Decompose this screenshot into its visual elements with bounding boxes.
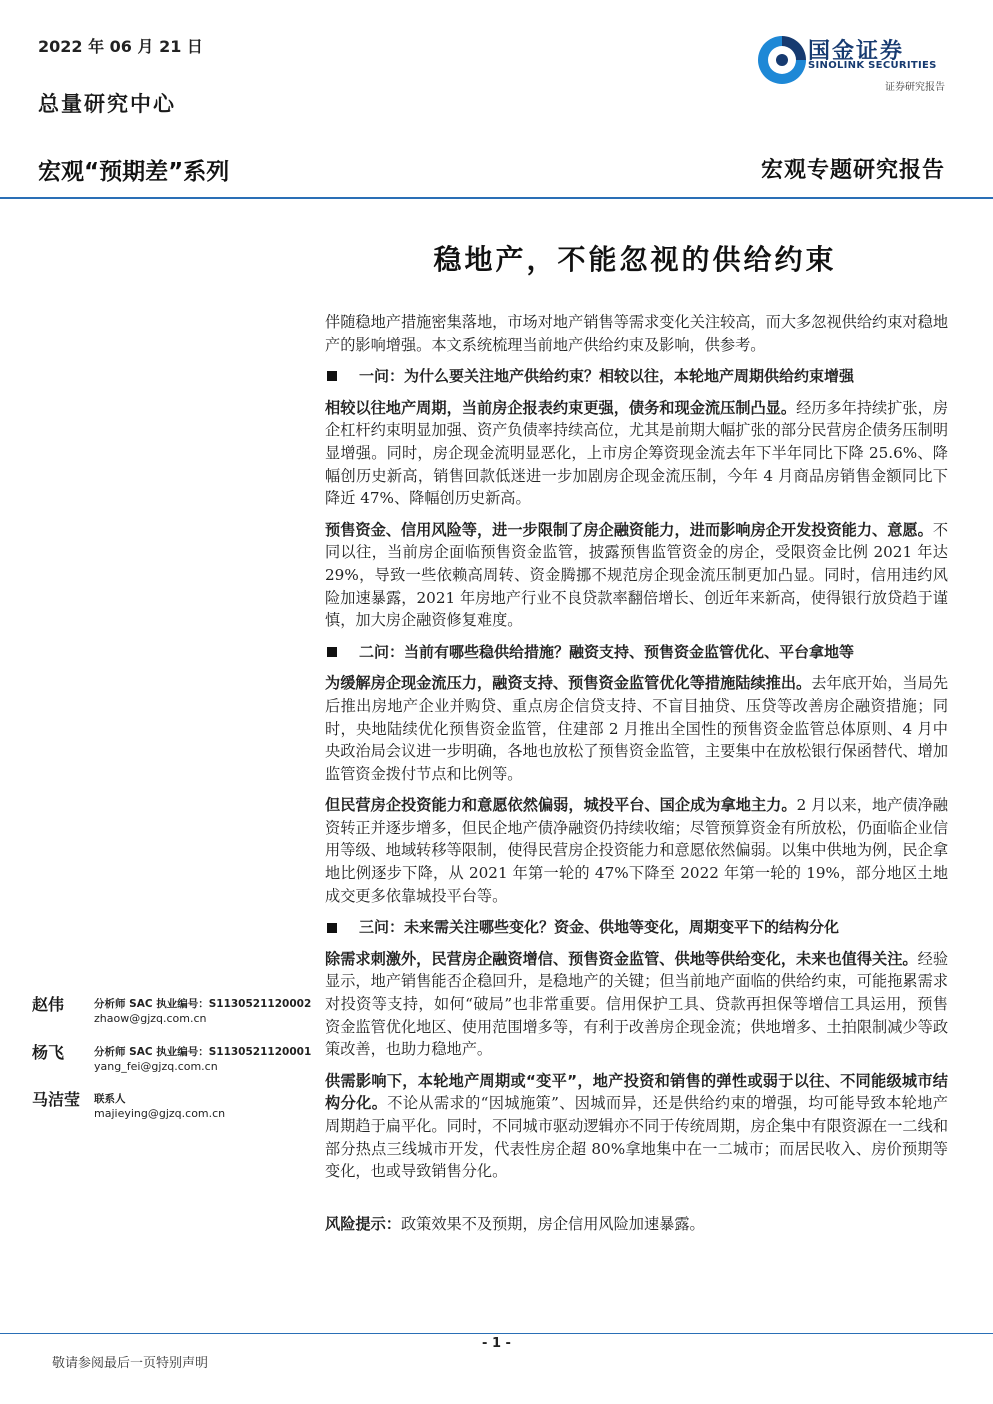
risk-label: 风险提示： [325,1214,401,1233]
analyst-email[interactable]: yang_fei@gjzq.com.cn [94,1060,218,1073]
page-number: - 1 - [482,1336,511,1351]
bullet-square-icon [327,923,337,933]
logo-english-name: SINOLINK SECURITIES [808,60,937,71]
analyst-role: 联系人 [94,1093,126,1105]
research-center-name: 总量研究中心 [38,91,176,116]
question-heading-text: 三问：未来需关注哪些变化？资金、供地等变化，周期变平下的结构分化 [359,918,840,937]
paragraph-text: 经验显示，地产销售能否企稳回升，是稳地产的关键；但当前地产面临的供给约束，可能拖累需求对投资等支持，如何“破局”也非常重要。信用保护工具、贷款再担保等增信工具运用，预售资金监管优化地区、使用范围增多等，有利于改善房企现金流；供地增多、土拍限制减少等政策改善，也助力稳地产。 [325,949,949,1059]
footer-disclaimer: 敬请参阅最后一页特别声明 [52,1356,209,1371]
company-logo-icon [752,30,812,90]
report-date: 2022 年 06 月 21 日 [38,37,203,56]
bullet-square-icon [327,647,337,657]
paragraph-lead: 除需求刺激外，民营房企融资增信、预售资金监管、供地等供给变化，未来也值得关注。 [325,949,918,968]
paragraph-lead: 为缓解房企现金流压力，融资支持、预售资金监管优化等措施陆续推出。 [325,674,812,693]
paragraph-text: 2 月以来，地产债净融资转正并逐步增多，但民企地产债净融资仍持续收缩；尽管预算资金有所放松，仍面临企业信用等级、地域转移等限制，使得民营房企投资能力和意愿依然偏弱。以集中供地为例，民企拿地比例逐步下降，从 2021 年第一轮的 47%下降至 2022 年第一轮的 19%，部分地区土地成交更多依靠城投平台等。 [325,796,948,905]
body-paragraph [325,672,948,785]
header-divider [0,197,993,199]
body-paragraph [325,948,948,1061]
footer-divider [0,1333,993,1334]
paragraph-lead: 相较以往地产周期，当前房企报表约束更强，债务和现金流压制凸显。 [325,398,797,417]
report-type: 宏观专题研究报告 [760,157,945,183]
report-title: 稳地产，不能忽视的供给约束 [433,243,837,276]
risk-warning [325,1213,948,1236]
analyst-role: 分析师 SAC 执业编号：S1130521120001 [94,1046,312,1058]
question-heading-1 [325,365,948,388]
report-body [325,311,948,1244]
question-heading-text: 二问：当前有哪些稳供给措施？融资支持、预售资金监管优化、平台拿地等 [359,642,855,661]
paragraph-text: 去年底开始，当局先后推出房地产企业并购贷、重点房企信贷支持、不盲目抽贷、压贷等改善房企融资措施；同时，央地陆续优化预售资金监管，住建部 2 月推出全国性的预售资金监管总体原则、4 月中央政治局会议进一步明确，各地也放松了预售资金监管，主要集中在放松银行保函替代、增加监管资金拨付节点和比例等。 [325,674,948,783]
risk-text: 政策效果不及预期，房企信用风险加速暴露。 [400,1214,705,1233]
analyst-name: 赵伟 [32,995,65,1014]
paragraph-lead: 供需影响下，本轮地产周期或“变平”，地产投资和销售的弹性或弱于以往、不同能级城市结构分化。 [325,1071,948,1113]
question-heading-text: 一问：为什么要关注地产供给约束？相较以往，本轮地产周期供给约束增强 [359,367,855,386]
paragraph-text: 不同以往，当前房企面临预售资金监管，披露预售监管资金的房企，受限资金比例 2021 年达 29%，导致一些依赖高周转、资金腾挪不规范房企现金流压制更加凸显。同时，信用违约风险加速暴露，2021 年房地产行业不良贷款率翻倍增长、创近年来新高，使得银行放贷趋于谨慎，加大房企融资修复难度。 [325,520,948,630]
logo-chinese-name: 国金证券 [808,39,905,64]
paragraph-text: 经历多年持续扩张，房企杠杆约束明显加强、资产负债率持续高位，尤其是前期大幅扩张的部分民营房企债务压制明显增强。同时，房企现金流明显恶化，上市房企筹资现金流去年下半年同比下降 25.6%、降幅创历史新高，销售回款低迷进一步加剧房企现金流压制，今年 4 月商品房销售金额同比下降近 47%、降幅创历史新高。 [325,398,949,508]
question-heading-2 [325,641,948,664]
body-paragraph [325,1070,948,1183]
analyst-email[interactable]: majieying@gjzq.com.cn [94,1107,226,1120]
body-paragraph [325,794,948,907]
body-paragraph [325,519,948,632]
paragraph-lead: 但民营房企投资能力和意愿依然偏弱，城投平台、国企成为拿地主力。 [325,796,797,815]
intro-paragraph: 伴随稳地产措施密集落地，市场对地产销售等需求变化关注较高，而大多忽视供给约束对稳地产的影响增强。本文系统梳理当前地产供给约束及影响，供参考。 [325,313,948,354]
question-heading-3 [325,916,948,939]
paragraph-lead: 预售资金、信用风险等，进一步限制了房企融资能力，进而影响房企开发投资能力、意愿。 [325,520,933,539]
logo-subtitle: 证券研究报告 [885,82,945,93]
analyst-name: 马洁莹 [32,1090,81,1109]
analyst-role: 分析师 SAC 执业编号：S1130521120002 [94,998,312,1010]
analyst-email[interactable]: zhaow@gjzq.com.cn [94,1012,207,1025]
paragraph-text: 不论从需求的“因城施策”、因城而异，还是供给约束的增强，均可能导致本轮地产周期趋于扁平化。同时，不同城市驱动逻辑亦不同于传统周期，房企集中有限资源在一二线和部分热点三线城市开发，代表性房企超 80%拿地集中在一二城市；而居民收入、房价预期等变化，也或导致销售分化。 [325,1094,948,1181]
body-paragraph [325,397,948,510]
report-series: 宏观“预期差”系列 [38,159,230,185]
bullet-square-icon [327,371,337,381]
analyst-name: 杨飞 [32,1043,65,1062]
